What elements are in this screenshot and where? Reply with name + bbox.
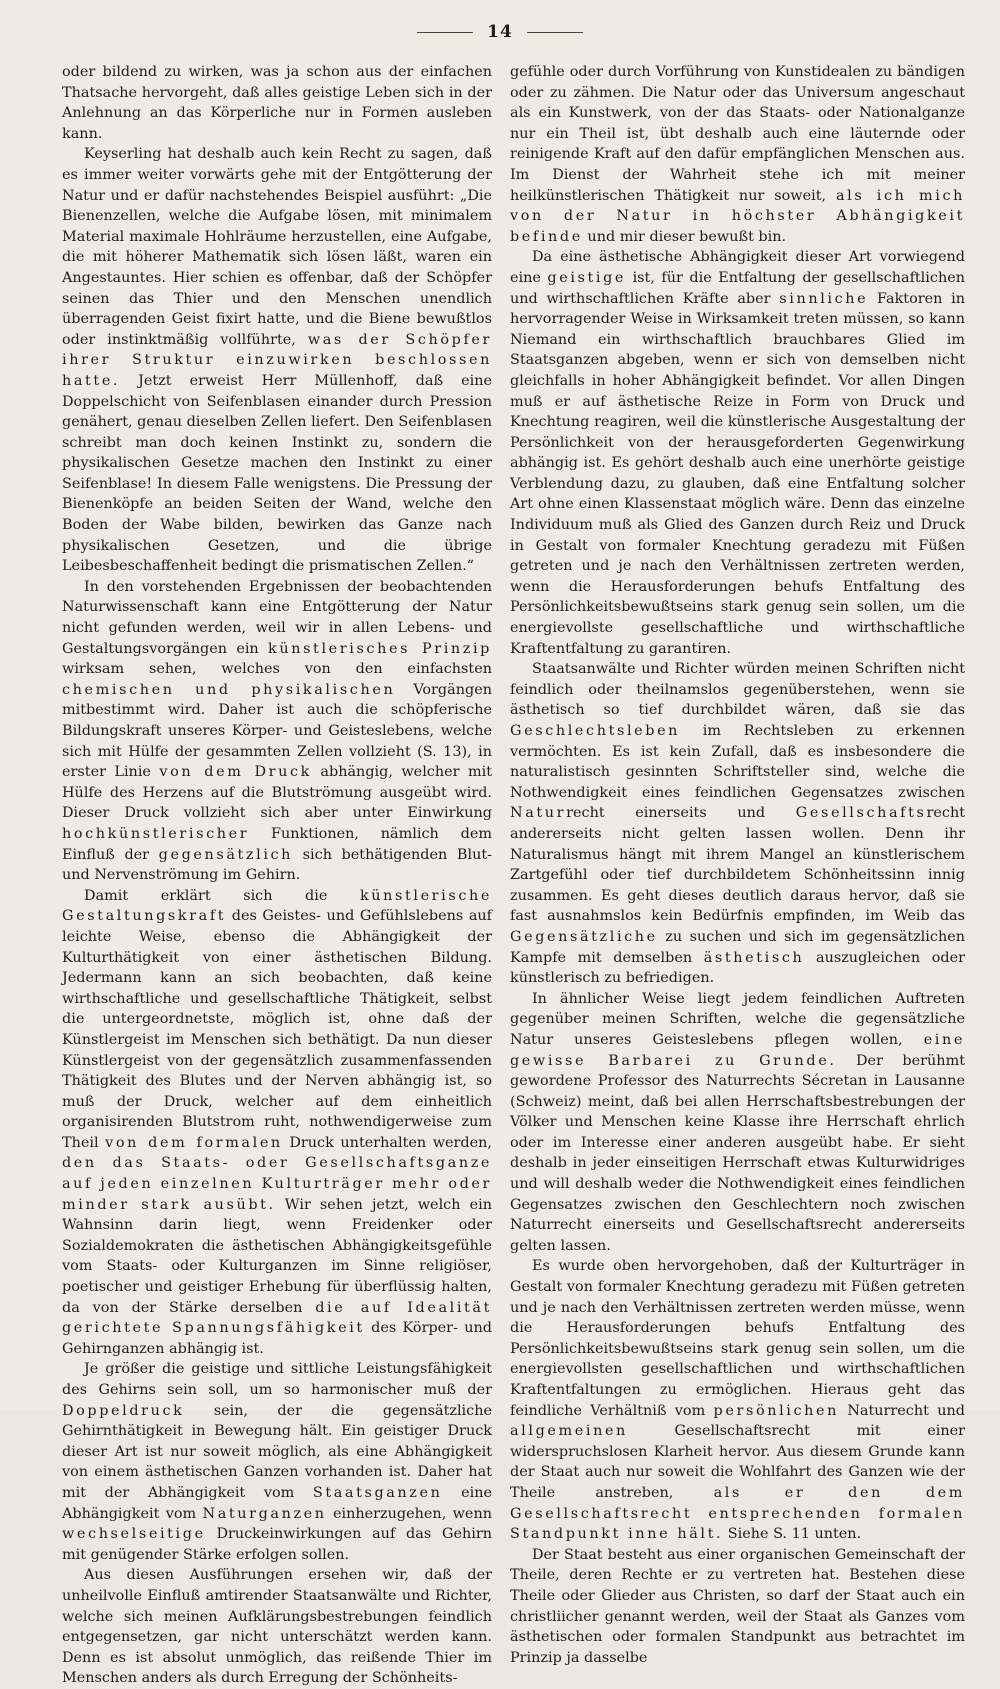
spaced-emphasis-text: allgemeinen xyxy=(510,1423,628,1440)
paragraph-text: Naturrecht und xyxy=(839,1402,965,1419)
paragraph xyxy=(510,659,965,989)
paragraph-text: In ähnlicher Weise liegt jedem feindlichen Auftreten gegenüber meinen Schriften, welche die gegensätzliche Natur unseres Geisteslebens pflegen wollen, xyxy=(510,990,965,1048)
paragraph-text: gefühle oder durch Vorführung von Kunstidealen zu bändigen oder zu zähmen. Die Natur oder das Universum angeschaut als ein Kunstwerk, von der das Staats- oder Nationalganze nur ein Theil ist, übt deshalb auch eine läuternde oder reinigende Kraft auf den dafür empfänglichen Menschen aus. Im Dienst der Wahrheit stehe ich mit meiner heilkünstlerischen Thätigkeit nur soweit, xyxy=(510,64,965,204)
spaced-emphasis-text: Staatsganzen xyxy=(312,1484,443,1501)
spaced-emphasis-text: chemischen und physikalischen xyxy=(62,681,396,698)
spaced-emphasis-text: von dem formalen xyxy=(105,1134,283,1151)
spaced-emphasis-text: Gegensätzliche xyxy=(510,928,658,945)
right-column xyxy=(510,62,966,1666)
paragraph xyxy=(62,62,492,144)
paragraph-text: des Körper- und Gehirnganzen abhängig ist. xyxy=(62,1320,492,1357)
paragraph-text: Faktoren in hervorragender Weise in Wirksamkeit treten müssen, so kann Niemand ein wirthschaftlich brauchbares Glied im Staatsganzen abgeben, wenn er sich von demselben nicht gleichfalls in hoher Abhängigkeit befindet. Vor allen Dingen muß er auf ästhetische Reize in Form von Druck und Knechtung reagiren, weil die künstlerische Ausgestaltung der Persönlichkeit von der herausgeforderten Gegenwirkung abhängig ist. Es gehört deshalb auch eine unerhörte geistige Verblendung dazu, zu glauben, daß eine Entfaltung solcher Art ohne einen Klassenstaat möglich wäre. Denn das einzelne Individuum muß als Glied des Ganzen durch Reiz und Druck in Gestalt von formaler Knechtung geradezu mit Füßen getreten und je nach den Verhältnissen zertreten werden, wenn die Herausforderungen behufs Entfaltung des Persönlichkeitsbewußtseins stark genug sein sollen, um die energievollste gesellschaftliche und wirthschaftliche Kraftentfaltung zu garantiren. xyxy=(510,290,965,657)
paragraph-text: Gesellschaftsrecht mit einer widerspruchslosen Klarheit hervor. Aus diesem Grunde kann der Staat auch nur soweit die Wohlfahrt des Ganzen wie der Theile anstreben, xyxy=(510,1423,965,1501)
spaced-emphasis-text: künstlerisches Prinzip xyxy=(268,640,492,657)
spaced-emphasis-text: Doppeldruck xyxy=(62,1402,185,1419)
paragraph xyxy=(62,144,492,576)
header-rule-right xyxy=(527,32,583,33)
paragraph-text: recht andererseits nicht gelten lassen wollen. Denn ihr Naturalismus hängt mit ihrem Mangel an künstlerischem Zartgefühl oder tief durchbildetem Schönheitssinn innig zusammen. Es geht dieses deutlich daraus hervor, daß sie fast ausnahmslos kein Bedürfnis empfinden, im Weib das xyxy=(510,805,965,925)
paragraph-text: Damit erklärt sich die xyxy=(84,887,360,904)
paragraph-text: eine Abhängigkeit vom xyxy=(62,1484,492,1522)
paragraph xyxy=(510,1256,965,1544)
paragraph-text: Druckeinwirkungen auf das Gehirn mit genügender Stärke erfolgen sollen. xyxy=(62,1526,492,1563)
paragraph xyxy=(510,247,965,659)
paragraph-text: Keyserling hat deshalb auch kein Recht zu sagen, daß es immer weiter vorwärts gehe mit der Entgötterung der Natur und er dafür nachstehendes Beispiel ausführt: „Die Bienenzellen, welche die Aufgabe lösen, mit minimalem Material maximale Hohlräume herzustellen, eine Aufgabe, die mit höherer Mathematik sich lösen läßt, waren ein Angestauntes. Hier schien es offenbar, daß der Schöpfer seinen das Thier und den Menschen unendlich überragenden Geist fixirt hatte, und die Biene bewußtlos oder instinktmäßig vollführte, xyxy=(62,146,492,348)
paragraph-text: Da eine ästhetische Abhängigkeit dieser Art vorwiegend eine xyxy=(510,249,965,286)
paragraph-text: im Rechtsleben zu erkennen vermöchten. Es ist kein Zufall, daß es insbesondere die naturalistisch gesinnten Schriftsteller sind, welche die Nothwendigkeit eines feindlichen Gegensatzes zwischen xyxy=(510,723,965,801)
paragraph xyxy=(62,1359,492,1565)
spaced-emphasis-text: hochkünstlerischer xyxy=(62,825,250,842)
paragraph-text: sein, der die gegensätzliche Gehirnthätigkeit in Bewegung hält. Ein geistiger Druck dieser Art ist nur soweit möglich, als eine Abhängigkeit von einem ästhetischen Ganzen vorhanden ist. Daher hat mit der Abhängigkeit vom xyxy=(62,1402,492,1501)
paragraph-text: wirksam sehen, welches von den einfachsten xyxy=(62,661,492,678)
paragraph-text: auszugleichen oder künstlerisch zu befriedigen. xyxy=(510,949,965,987)
paragraph-text: In den vorstehenden Ergebnissen der beobachtenden Naturwissenschaft kann eine Entgötterung der Natur nicht gefunden werden, weil wir in allen Lebens- und Gestaltungsvorgängen ein xyxy=(62,578,492,657)
spaced-emphasis-text: Naturganzen xyxy=(202,1505,327,1522)
paragraph xyxy=(62,886,492,1360)
left-column xyxy=(62,62,492,1687)
paragraph-text: Siehe S. 11 unten. xyxy=(723,1526,862,1543)
spaced-emphasis-text: eine gewisse Barbarei zu Grunde. xyxy=(510,1031,965,1069)
paragraph-text: Vorgängen mitbestimmt wird. Daher ist auch die schöpferische Bildungskraft unseres Körper- und Geisteslebens, welche sich mit Hülfe der gesammten Zellen vollzieht (S. 13), in erster Linie xyxy=(62,681,492,781)
spaced-emphasis-text: Geschlechtsleben xyxy=(510,723,681,739)
paragraph-text: Wir sehen jetzt, welch ein Wahnsinn darin liegt, wenn Freidenker oder Sozialdemokraten die ästhetischen Abhängigkeitsgefühle vom Staats- oder Kulturganzen im Sinne religiöser, poetischer und geistiger Erhebung für überflüssig halten, da von der Stärke derselben xyxy=(62,1196,492,1316)
paragraph-text: Druck unterhalten werden, xyxy=(282,1134,492,1151)
paragraph xyxy=(62,1565,492,1689)
paragraph-text: oder bildend zu wirken, was ja schon aus der einfachen Thatsache hervorgeht, daß alles geistige Leben sich in der Anlehnung an das Körperliche nur in Formen ausleben kann. xyxy=(62,64,492,142)
spaced-emphasis-text: künstlerische Gestaltungskraft xyxy=(62,887,492,925)
paragraph xyxy=(510,1545,965,1669)
spaced-emphasis-text: Natur xyxy=(510,805,567,822)
spaced-emphasis-text: gegensätzlich xyxy=(158,846,294,863)
page-number: 14 xyxy=(487,22,513,42)
paragraph-text: einherzugehen, wenn xyxy=(326,1505,492,1522)
paragraph-text: des Geistes- und Gefühlslebens auf leichte Weise, ebenso die Abhängigkeit der Kulturthätigkeit von einer ästhetischen Bildung. Jedermann kann an sich beobachten, daß keine wirthschaftliche und gesellschaftliche Thätigkeit, selbst die untergeordnetste, möglich ist, ohne daß der Künstlergeist im Menschen sich bethätigt. Da nun dieser Künstlergeist von der gegensätzlich zusammenfassenden Thätigkeit des Blutes und der Nerven abhängig ist, so muß der Druck, welcher auf dem einheitlich organisirenden Blutstrom ruht, nothwendigerweise zum Theil xyxy=(62,908,492,1151)
paragraph-text: sich bethätigenden Blut- und Nervenströmung im Gehirn. xyxy=(62,846,492,884)
paragraph-text: Jetzt erweist Herr Müllenhoff, daß eine Doppelschicht von Seifenblasen einander durch Pression genähert, genau dieselben Zellen liefert. Den Seifenblasen schreibt man doch keinen Instinkt zu, sondern die physikalischen Gesetze machen den Instinkt zu einer Seifenblase! In diesem Falle wenigstens. Die Pressung der Bienenköpfe an beiden Seiten der Wand, welche den Boden der Wabe bilden, bewirken das Ganze nach physikalischen Gesetzen, und die übrige Leibesbeschaffenheit bedingt die prismatischen Zellen.“ xyxy=(62,372,492,575)
paragraph-text: Der berühmt gewordene Professor des Naturrechts Sécretan in Lausanne (Schweiz) meint, daß bei allen Herrschaftsbestrebungen der Völker und Menschen keine Klasse ihre Herrschaft ehrlich oder im Interesse einer anderen ausgeübt habe. Er sieht deshalb in jeder einseitigen Herrschaft etwas Kulturwidriges und will deshalb weder die Nothwendigkeit eines feindlichen Gegensatzes zwischen den Geschlechtern noch zwischen Naturrecht einerseits und Gesellschaftsrecht andererseits gelten lassen. xyxy=(510,1052,966,1254)
paragraph-text: recht einerseits und xyxy=(566,805,796,822)
paragraph-text: und mir dieser bewußt bin. xyxy=(582,228,787,245)
header-rule-left xyxy=(417,32,473,33)
paragraph xyxy=(62,577,492,886)
paragraph-text: Es wurde oben hervorgehoben, daß der Kulturträger in Gestalt von formaler Knechtung geradezu mit Füßen getreten und je nach den Verhältnissen zertreten werden müsse, wenn die Herausforderungen behufs Entfaltung des Persönlichkeitsbewußtseins stark genug sein sollen, um die energievollsten gesellschaftlichen und wirthschaftlichen Kraftentfaltungen zu ermöglichen. Hieraus geht das feindliche Verhältniß vom xyxy=(510,1258,965,1419)
paragraph-text: Je größer die geistige und sittliche Leistungsfähigkeit des Gehirns sein soll, um so harmonischer muß der xyxy=(62,1361,492,1398)
spaced-emphasis-text: den das Staats- oder Gesellschaftsganze auf jeden einzelnen Kulturträger mehr oder minder stark ausübt. xyxy=(62,1155,492,1213)
spaced-emphasis-text: als ich mich von der Natur in höchster Abhängigkeit befinde xyxy=(510,187,965,245)
paragraph-text: Funktionen, nämlich dem Einfluß der xyxy=(62,825,492,863)
spaced-emphasis-text: als er den dem Gesellschaftsrecht entsprechenden formalen Standpunkt inne hält. xyxy=(510,1484,965,1543)
paragraph-text: ist, für die Entfaltung der gesellschaftlichen und wirthschaftlichen Kräfte aber xyxy=(510,269,965,307)
paragraph-text: abhängig, welcher mit Hülfe des Herzens auf die Blutströmung ausgeübt wird. Dieser Druck vollzieht sich aber unter Einwirkung xyxy=(62,764,492,822)
paragraph-text: Der Staat besteht aus einer organischen Gemeinschaft der Theile, deren Rechte er zu vertreten hat. Bestehen diese Theile oder Glieder aus Christen, so darf der Staat auch ein christliicher genannt werden, weil der Staat als Ganzes vom ästhetischen oder formalen Standpunkt aus betrachtet im Prinzip ja dasselbe xyxy=(510,1546,965,1666)
spaced-emphasis-text: die auf Idealität gerichtete Spannungsfähigkeit xyxy=(62,1299,492,1337)
paragraph-text: Staatsanwälte und Richter würden meinen Schriften nicht feindlich oder theilnamslos gegenüberstehen, wenn sie ästhetisch so tief durchbildet wären, daß sie das xyxy=(510,661,965,719)
spaced-emphasis-text: sinnliche xyxy=(779,290,869,307)
page-header xyxy=(0,22,1000,42)
spaced-emphasis-text: was der Schöpfer ihrer Struktur einzuwirken beschlossen hatte. xyxy=(62,331,492,389)
spaced-emphasis-text: geistige xyxy=(547,269,627,286)
paragraph-text: zu suchen und sich im gegensätzlichen Kampfe mit demselben xyxy=(510,928,965,966)
paragraph xyxy=(510,62,965,247)
paragraph xyxy=(510,989,965,1257)
spaced-emphasis-text: von dem Druck xyxy=(159,764,312,781)
paragraph-text: Aus diesen Ausführungen ersehen wir, daß der unheilvolle Einfluß amtirender Staatsanwälte und Richter, welche sich meinen Aufklärungsbestrebungen feindlich entgegensetzen, gar nicht unterschätzt werden kann. Denn es ist absolut unmöglich, das reißende Thier im Menschen anders als durch Erregung der Schönheits- xyxy=(62,1567,492,1687)
spaced-emphasis-text: persönlichen xyxy=(713,1402,839,1419)
spaced-emphasis-text: Gesellschafts xyxy=(795,805,927,822)
spaced-emphasis-text: ästhetisch xyxy=(703,949,805,966)
spaced-emphasis-text: wechselseitige xyxy=(62,1526,206,1543)
